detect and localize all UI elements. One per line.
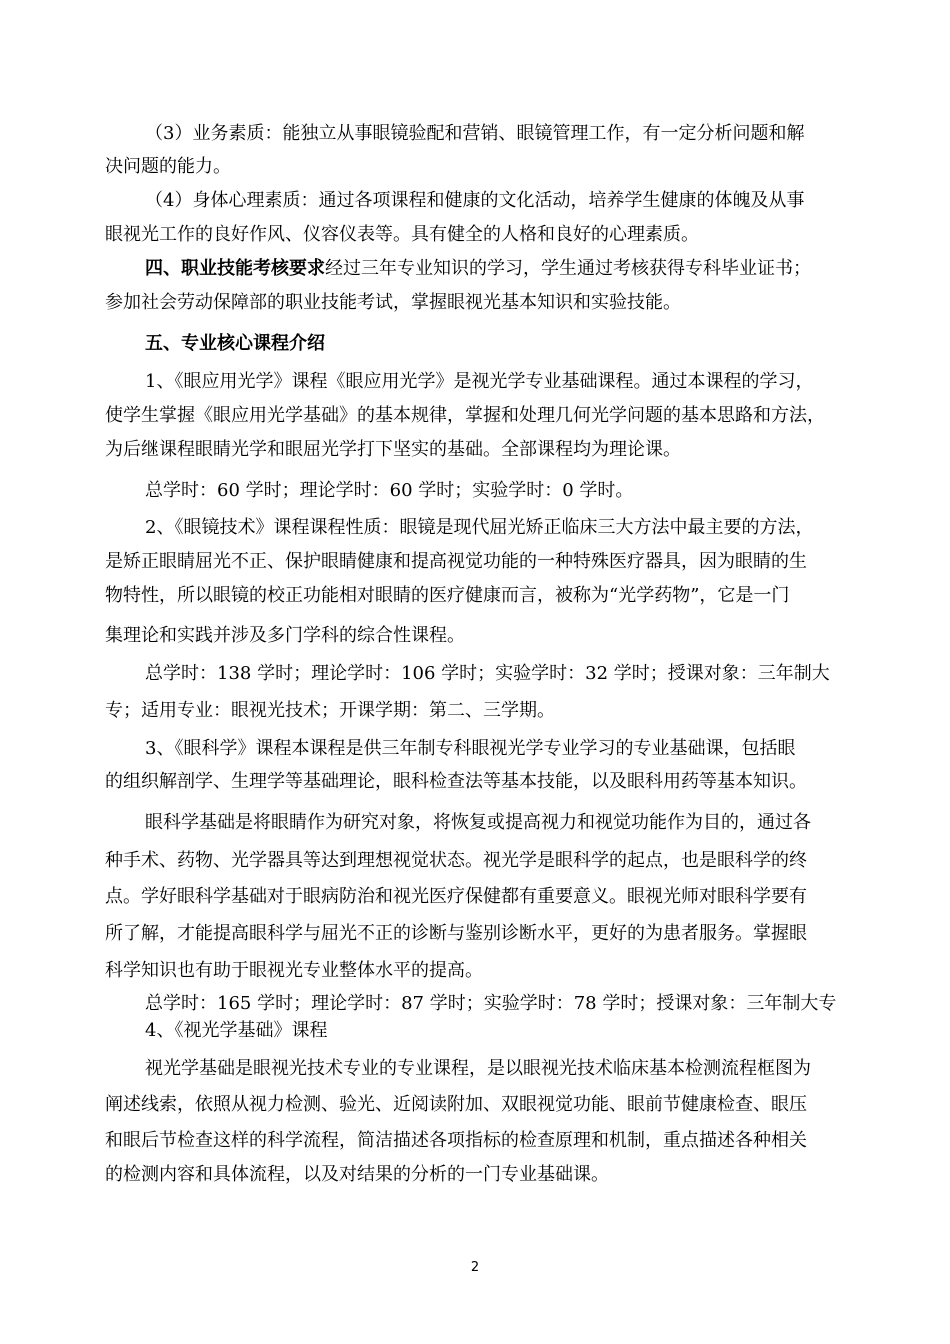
course-2-line-3: 物特性，所以眼镜的校正功能相对眼睛的医疗健康而言，被称为“光学药物”，它是一门 <box>105 585 790 606</box>
course-3-paragraph-line-3: 点。学好眼科学基础对于眼病防治和视光医疗保健都有重要意义。眼视光师对眼科学要有 <box>105 886 807 907</box>
course-1-line-2: 使学生掌握《眼应用光学基础》的基本规律，掌握和处理几何光学问题的基本思路和方法， <box>105 405 825 426</box>
section-4-heading: 四、职业技能考核要求 <box>145 258 325 279</box>
course-2-hours-line-2: 专；适用专业：眼视光技术；开课学期：第二、三学期。 <box>105 700 555 721</box>
course-4-line-2: 阐述线索，依照从视力检测、验光、近阅读附加、双眼视觉功能、眼前节健康检查、眼压 <box>105 1094 807 1115</box>
course-4-line-4: 的检测内容和具体流程，以及对结果的分析的一门专业基础课。 <box>105 1164 609 1185</box>
course-2-hours-line-1: 总学时：138 学时；理论学时：106 学时；实验学时：32 学时；授课对象：三年制大 <box>145 663 830 684</box>
course-2-line-2: 是矫正眼睛屈光不正、保护眼睛健康和提高视觉功能的一种特殊医疗器具，因为眼睛的生 <box>105 551 807 572</box>
course-3-paragraph-line-4: 所了解，才能提高眼科学与屈光不正的诊断与鉴别诊断水平，更好的为患者服务。掌握眼 <box>105 923 807 944</box>
course-2-line-1: 2、《眼镜技术》课程课程性质：眼镜是现代屈光矫正临床三大方法中最主要的方法， <box>145 517 814 538</box>
course-4-title: 4、《视光学基础》课程 <box>145 1020 328 1041</box>
section-5-heading: 五、专业核心课程介绍 <box>145 333 325 354</box>
course-1-line-1: 1、《眼应用光学》课程《眼应用光学》是视光学专业基础课程。通过本课程的学习， <box>145 371 814 392</box>
course-1-hours: 总学时：60 学时；理论学时：60 学时；实验学时：0 学时。 <box>145 480 634 501</box>
business-quality-line-2: 决问题的能力。 <box>105 156 231 177</box>
course-3-line-1: 3、《眼科学》课程本课程是供三年制专科眼视光学专业学习的专业基础课，包括眼 <box>145 738 796 759</box>
page-number: 2 <box>470 1260 480 1275</box>
course-3-paragraph-line-2: 种手术、药物、光学器具等达到理想视觉状态。视光学是眼科学的起点，也是眼科学的终 <box>105 850 807 871</box>
business-quality-line-1: （3）业务素质：能独立从事眼镜验配和营销、眼镜管理工作，有一定分析问题和解 <box>145 123 805 144</box>
course-2-line-4: 集理论和实践并涉及多门学科的综合性课程。 <box>105 625 465 646</box>
section-4-line-1 <box>145 257 845 281</box>
course-3-paragraph-line-1: 眼科学基础是将眼睛作为研究对象，将恢复或提高视力和视觉功能作为目的，通过各 <box>145 812 811 833</box>
physical-quality-line-1: （4）身体心理素质：通过各项课程和健康的文化活动，培养学生健康的体魄及从事 <box>145 190 805 211</box>
section-4-text: 经过三年专业知识的学习，学生通过考核获得专科毕业证书； <box>325 258 811 279</box>
course-3-paragraph-line-5: 科学知识也有助于眼视光专业整体水平的提高。 <box>105 960 483 981</box>
course-3-hours: 总学时：165 学时；理论学时：87 学时；实验学时：78 学时；授课对象：三年制大专 <box>145 993 837 1014</box>
course-1-line-3: 为后继课程眼睛光学和眼屈光学打下坚实的基础。全部课程均为理论课。 <box>105 439 681 460</box>
section-4-line-2: 参加社会劳动保障部的职业技能考试，掌握眼视光基本知识和实验技能。 <box>105 292 681 313</box>
physical-quality-line-2: 眼视光工作的良好作风、仪容仪表等。具有健全的人格和良好的心理素质。 <box>105 224 699 245</box>
course-4-line-1: 视光学基础是眼视光技术专业的专业课程，是以眼视光技术临床基本检测流程框图为 <box>145 1058 811 1079</box>
course-4-line-3: 和眼后节检查这样的科学流程，简洁描述各项指标的检查原理和机制，重点描述各种相关 <box>105 1130 807 1151</box>
course-3-line-2: 的组织解剖学、生理学等基础理论，眼科检查法等基本技能，以及眼科用药等基本知识。 <box>105 771 807 792</box>
